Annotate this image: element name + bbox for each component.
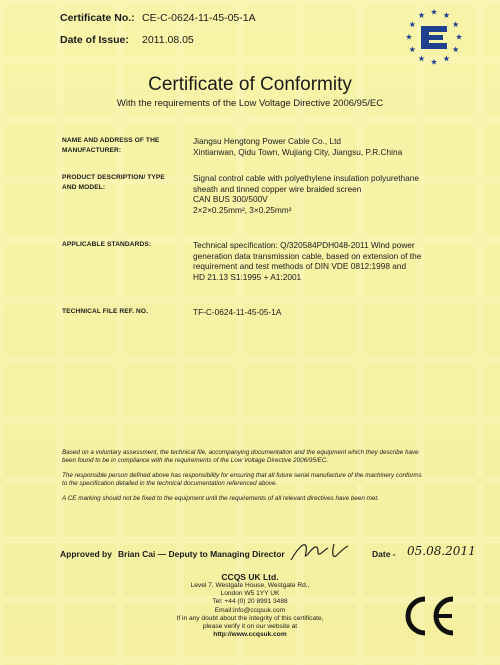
issue-date-value: 2011.08.05: [142, 34, 194, 46]
logo-star: [418, 12, 424, 18]
document-title: Certificate of Conformity: [148, 74, 352, 95]
signature-icon: [288, 538, 358, 564]
approver-name: Brian Cai — Deputy to Managing Director: [118, 549, 285, 559]
logo-star: [418, 55, 424, 61]
handwritten-date: 05.08.2011: [407, 544, 476, 558]
logo-star: [409, 21, 415, 27]
certificate-number-label: Certificate No.:: [60, 12, 135, 24]
responsibility-note: The responsible person defined above has responsibility for ensuring that all future serial manufacture of the machinery conforms to the specification detailed in the technical documentation referenced above.: [62, 472, 422, 487]
logo-star: [406, 34, 412, 40]
standards-value: Technical specification: Q/320584PDH048-2011 Wind power generation data transmission cable, based on extension of the requirement and test methods of DIN VDE 0812:1998 and HD 21.13 S1:1995 + A1:2001: [193, 240, 422, 282]
ce-marking-note: A CE marking should not be fixed to the equipment until the requirements of all relevant directives have been met.: [62, 495, 379, 502]
ce-mark-icon: [399, 593, 459, 639]
ccqs-eu-star-logo-icon: [403, 6, 465, 68]
issue-date: [60, 34, 194, 46]
certificate-number-value: CE-C-0624-11-45-05-1A: [142, 12, 256, 24]
logo-star: [443, 55, 449, 61]
certificate-number: [60, 12, 256, 24]
product-label: PRODUCT DESCRIPTION/ TYPE AND MODEL:: [62, 174, 165, 191]
technical-file-value: TF-C-0624-11-45-05-1A: [193, 307, 282, 317]
issue-date-label: Date of Issue:: [60, 34, 129, 46]
product-value: Signal control cable with polyethylene insulation polyurethane sheath and tinned copper wire braided screen CAN BUS 300/500V 2×2×0.25mm², 3×0.25mm²: [193, 173, 420, 215]
manufacturer-label: NAME AND ADDRESS OF THE MANUFACTURER:: [62, 137, 160, 154]
logo-star: [431, 59, 437, 65]
date-label: Date -: [372, 549, 396, 559]
assessment-note: Based on a voluntary assessment, the technical file, accompanying documentation and the equipment which they describe have been found to be in compliance with the requirements of the Low Voltage Directive 2006/95/EC.: [62, 449, 419, 464]
logo-star: [431, 9, 437, 15]
issuer-footer: CCQS UK Ltd. Level 7, Westgate House, Westgate Rd., London W5 1YY UK Tel: +44 (0) 20 8991 3488 Email:info@ccqsuk.com If in any doubt about the integrity of this certificate, please verify it on our website at http://www.ccqsuk.com: [160, 572, 340, 639]
approved-by-label: Approved by: [60, 549, 112, 559]
logo-star: [453, 46, 459, 52]
manufacturer-value: Jiangsu Hengtong Power Cable Co., Ltd Xintianwan, Qidu Town, Wujiang City, Jiangsu, P.R.China: [193, 136, 403, 157]
logo-star: [409, 46, 415, 52]
issuer-name: CCQS UK Ltd.: [221, 572, 279, 582]
logo-star: [453, 21, 459, 27]
logo-star: [443, 12, 449, 18]
document-subtitle: With the requirements of the Low Voltage Directive 2006/95/EC: [116, 98, 384, 109]
logo-star: [456, 34, 462, 40]
standards-label: APPLICABLE STANDARDS:: [62, 241, 152, 248]
technical-file-label: TECHNICAL FILE REF. NO.: [62, 308, 149, 315]
website-link[interactable]: http://www.ccqsuk.com: [213, 631, 287, 639]
